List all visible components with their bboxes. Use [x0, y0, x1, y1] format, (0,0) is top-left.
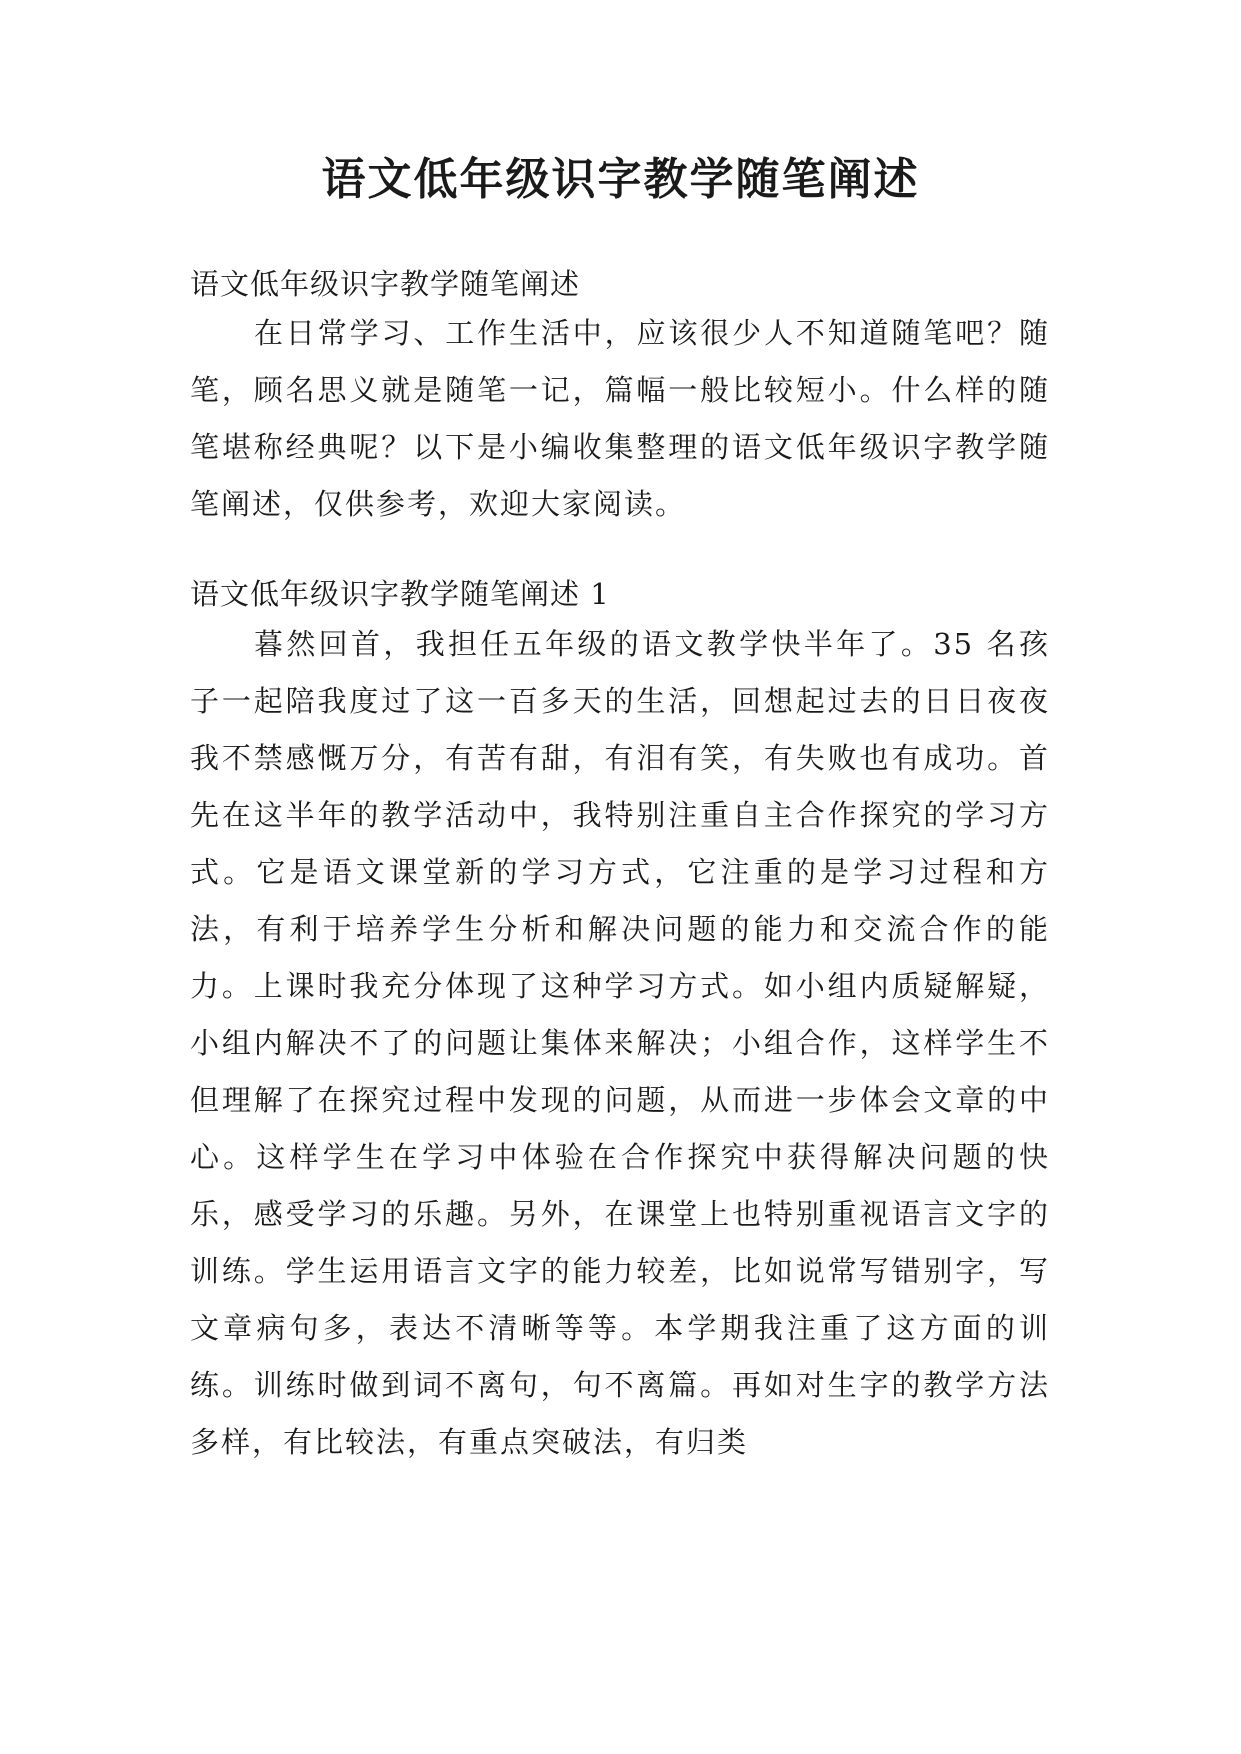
- document-subtitle: 语文低年级识字教学随笔阐述: [190, 267, 581, 301]
- section-heading: 语文低年级识字教学随笔阐述 1: [190, 577, 610, 611]
- intro-paragraph: 在日常学习、工作生活中，应该很少人不知道随笔吧？随笔，顾名思义就是随笔一记，篇幅一般比较短小。什么样的随笔堪称经典呢？以下是小编收集整理的语文低年级识字教学随笔阐述，仅供参考，欢迎大家阅读。: [190, 316, 1050, 521]
- section-paragraph: 暮然回首，我担任五年级的语文教学快半年了。35 名孩子一起陪我度过了这一百多天的生活，回想起过去的日日夜夜我不禁感慨万分，有苦有甜，有泪有笑，有失败也有成功。首先在这半年的教学活动中，我特别注重自主合作探究的学习方式。它是语文课堂新的学习方式，它注重的是学习过程和方法，有利于培养学生分析和解决问题的能力和交流合作的能力。上课时我充分体现了这种学习方式。如小组内质疑解疑，小组内解决不了的问题让集体来解决；小组合作，这样学生不但理解了在探究过程中发现的问题，从而进一步体会文章的中心。这样学生在学习中体验在合作探究中获得解决问题的快乐，感受学习的乐趣。另外，在课堂上也特别重视语言文字的训练。学生运用语言文字的能力较差，比如说常写错别字，写文章病句多，表达不清晰等等。本学期我注重了这方面的训练。训练时做到词不离句，句不离篇。再如对生字的教学方法多样，有比较法，有重点突破法，有归类: [190, 627, 1050, 1459]
- document-title: 语文低年级识字教学随笔阐述: [321, 154, 920, 205]
